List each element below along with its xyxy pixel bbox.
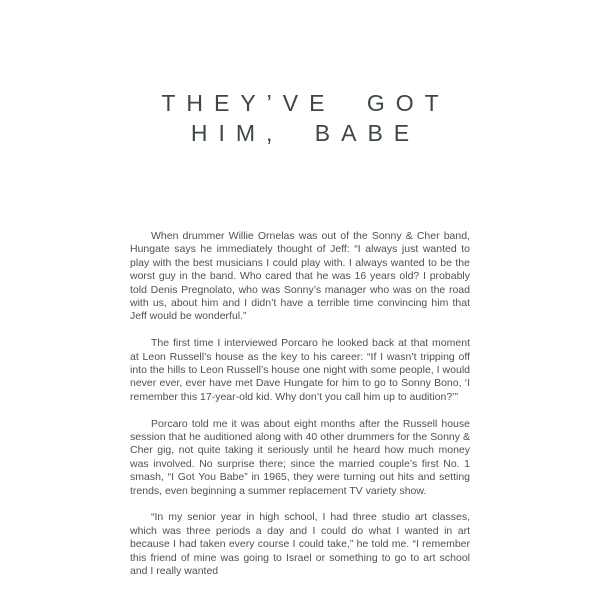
paragraph-3: Porcaro told me it was about eight months after the Russell house session that he auditioned along with 40 other drummers for the Sonny & Cher gig, not quite taking it seriously until he heard how much money was involved. No surprise there; since the married couple’s first No. 1 smash, “I Got You Babe” in 1965, they were turning out hits and setting trends, even beginning a summer replacement TV variety show. — [130, 417, 470, 497]
chapter-title-line-2: HIM, BABE — [190, 120, 421, 146]
paragraph-2: The first time I interviewed Porcaro he looked back at that moment at Leon Russell’s house as the key to his career: “If I wasn’t tripping off into the hills to Leon Russell’s house one night with some people, I would never ever, ever have met Dave Hungate for him to go to Sonny Bono, ‘I remember this 17-year-old kid. Why don’t you call him up to audition?’” — [130, 337, 470, 403]
paragraph-1: When drummer Willie Ornelas was out of the Sonny & Cher band, Hungate says he immediately thought of Jeff: “I always just wanted to play with the best musicians I could play with. I always wanted to be the worst guy in the band. Who cared that he was 16 years old? I probably told Denis Pregnolato, who was Sonny’s manager who was on the road with us, about him and I didn’t have a terrible time convincing him that Jeff would be wonderful.” — [130, 230, 470, 323]
chapter-title-line-1: THEY’VE GOT — [161, 90, 450, 116]
chapter-title — [0, 88, 600, 148]
body-text — [130, 230, 470, 592]
paragraph-4: “In my senior year in high school, I had three studio art classes, which was three periods a day and I could do what I wanted in art because I had taken every course I could take,” he told me. “I remember this friend of mine was going to Israel or something to go to art school and I really wanted — [130, 511, 470, 578]
